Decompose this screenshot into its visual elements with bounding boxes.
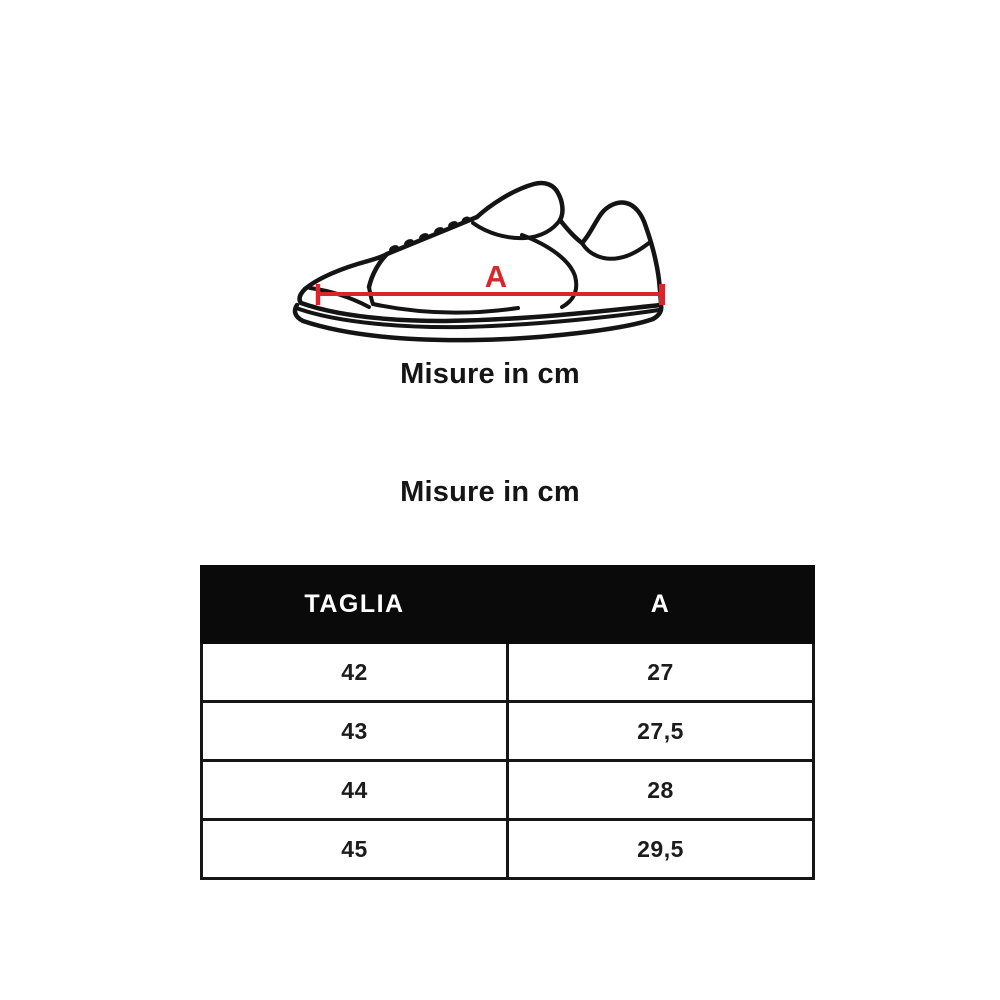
shoe-diagram bbox=[290, 158, 690, 358]
size-cell: 43 bbox=[202, 702, 508, 761]
measure-cell: 28 bbox=[508, 761, 814, 820]
size-cell: 44 bbox=[202, 761, 508, 820]
size-cell: 42 bbox=[202, 643, 508, 702]
size-cell: 45 bbox=[202, 820, 508, 879]
size-table-header-row bbox=[202, 567, 814, 643]
diagram-caption: Misure in cm bbox=[400, 358, 580, 390]
col-header-taglia: TAGLIA bbox=[202, 567, 508, 643]
col-header-a: A bbox=[508, 567, 814, 643]
section-title: Misure in cm bbox=[400, 476, 580, 508]
table-row bbox=[202, 761, 814, 820]
measure-cell: 29,5 bbox=[508, 820, 814, 879]
size-table bbox=[200, 565, 815, 880]
table-row bbox=[202, 820, 814, 879]
measure-cell: 27,5 bbox=[508, 702, 814, 761]
table-row bbox=[202, 643, 814, 702]
table-row bbox=[202, 702, 814, 761]
sneaker-line-art-icon bbox=[290, 158, 690, 358]
measure-cell: 27 bbox=[508, 643, 814, 702]
measurement-label: A bbox=[484, 259, 508, 294]
